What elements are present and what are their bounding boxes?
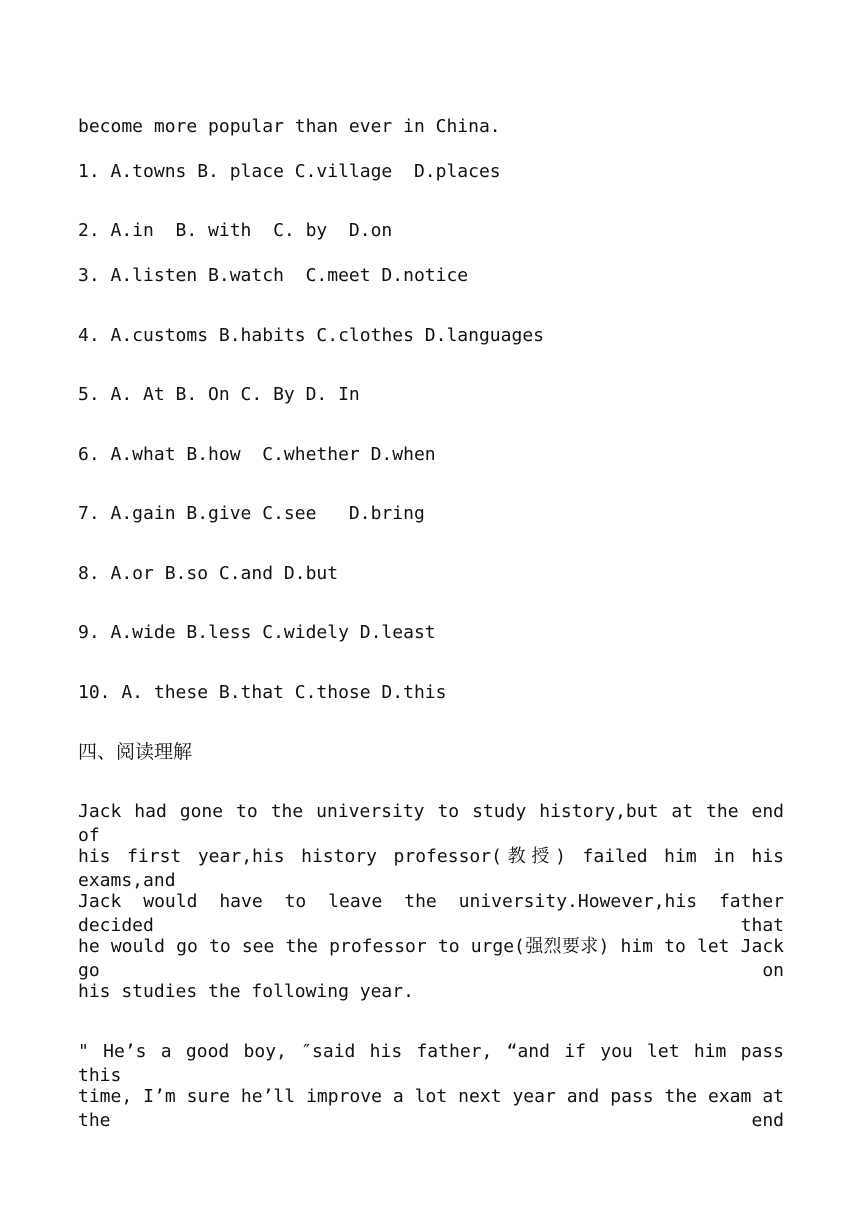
question-7: 7. A.gain B.give C.see D.bring [78, 503, 425, 524]
intro-tail-text: become more popular than ever in China. [78, 116, 501, 137]
passage-p1-line-5: his studies the following year. [78, 981, 414, 1002]
question-1: 1. A.towns B. place C.village D.places [78, 161, 501, 182]
question-5: 5. A. At B. On C. By D. In [78, 384, 360, 405]
question-9: 9. A.wide B.less C.widely D.least [78, 622, 436, 643]
passage-p1-line-1: Jack had gone to the university to study history,but at the end of [78, 801, 784, 846]
question-10: 10. A. these B.that C.those D.this [78, 682, 447, 703]
passage-p1-line-2: his first year,his history professor(教授) failed him in his exams,and [78, 846, 784, 891]
passage-p1-line-3: Jack would have to leave the university.However,his father decided that [78, 891, 784, 936]
question-8: 8. A.or B.so C.and D.but [78, 563, 339, 584]
passage-p1-line-4: he would go to see the professor to urge(强烈要求) him to let Jack go on [78, 936, 784, 981]
question-3: 3. A.listen B.watch C.meet D.notice [78, 265, 469, 286]
question-6: 6. A.what B.how C.whether D.when [78, 444, 436, 465]
question-4: 4. A.customs B.habits C.clothes D.languages [78, 325, 544, 346]
passage-p2-line-2: time, I’m sure he’ll improve a lot next year and pass the exam at the end [78, 1086, 784, 1131]
passage-p2-line-1: " He’s a good boy, ″said his father, “and if you let him pass this [78, 1041, 784, 1086]
question-2: 2. A.in B. with C. by D.on [78, 220, 393, 241]
section-heading: 四、阅读理解 [78, 741, 193, 763]
